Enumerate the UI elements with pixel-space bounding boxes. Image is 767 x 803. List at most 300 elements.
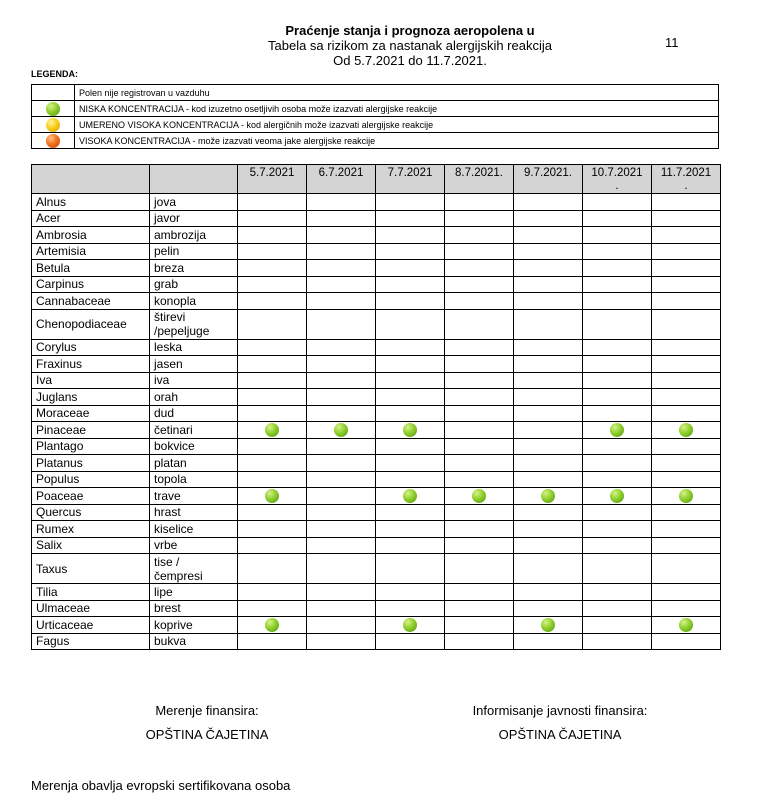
table-row <box>32 260 721 277</box>
risk-cell <box>445 617 514 634</box>
local-name-cell: topola <box>150 471 238 488</box>
table-row <box>32 293 721 310</box>
risk-cell <box>514 455 583 472</box>
risk-cell <box>376 194 445 211</box>
green-dot-icon <box>403 489 417 503</box>
table-row <box>32 309 721 339</box>
risk-cell <box>652 488 721 505</box>
risk-cell <box>238 276 307 293</box>
risk-cell <box>307 617 376 634</box>
latin-name-cell: Chenopodiaceae <box>32 309 150 339</box>
risk-cell <box>583 276 652 293</box>
risk-cell <box>307 243 376 260</box>
risk-cell <box>238 293 307 310</box>
risk-cell <box>445 227 514 244</box>
local-name-cell: bokvice <box>150 438 238 455</box>
green-dot-icon <box>472 489 486 503</box>
risk-cell <box>376 405 445 422</box>
risk-cell <box>238 488 307 505</box>
risk-cell <box>376 356 445 373</box>
risk-cell <box>307 438 376 455</box>
risk-cell <box>238 194 307 211</box>
risk-cell <box>307 405 376 422</box>
risk-cell <box>238 422 307 439</box>
header-cell-date: 8.7.2021. <box>445 165 514 194</box>
green-dot-icon <box>265 618 279 632</box>
risk-cell <box>514 243 583 260</box>
latin-name-cell: Acer <box>32 210 150 227</box>
risk-cell <box>376 309 445 339</box>
table-row <box>32 389 721 406</box>
risk-cell <box>583 521 652 538</box>
risk-cell <box>583 471 652 488</box>
risk-cell <box>376 471 445 488</box>
risk-cell <box>652 243 721 260</box>
latin-name-cell: Pinaceae <box>32 422 150 439</box>
legend-row <box>32 117 719 133</box>
financing-right-label: Informisanje javnosti finansira: <box>472 703 648 718</box>
risk-cell <box>583 194 652 211</box>
risk-cell <box>238 227 307 244</box>
risk-cell <box>514 504 583 521</box>
risk-cell <box>307 356 376 373</box>
local-name-cell: dud <box>150 405 238 422</box>
risk-cell <box>514 633 583 650</box>
local-name-cell: četinari <box>150 422 238 439</box>
risk-cell <box>307 389 376 406</box>
table-row <box>32 210 721 227</box>
risk-cell <box>376 243 445 260</box>
risk-cell <box>652 210 721 227</box>
header-cell-local <box>150 165 238 194</box>
risk-cell <box>652 537 721 554</box>
risk-cell <box>583 554 652 584</box>
financing-right-value: OPŠTINA ČAJETINA <box>498 727 622 742</box>
green-dot-icon <box>265 489 279 503</box>
local-name-cell: leska <box>150 339 238 356</box>
risk-cell <box>376 554 445 584</box>
risk-cell <box>307 455 376 472</box>
latin-name-cell: Ulmaceae <box>32 600 150 617</box>
table-row <box>32 471 721 488</box>
risk-cell <box>376 339 445 356</box>
risk-cell <box>307 537 376 554</box>
page-number: 11 <box>665 35 679 50</box>
risk-cell <box>376 617 445 634</box>
header-cell-date: 5.7.2021 <box>238 165 307 194</box>
latin-name-cell: Iva <box>32 372 150 389</box>
risk-cell <box>238 537 307 554</box>
legend-row <box>32 101 719 117</box>
risk-cell <box>652 438 721 455</box>
risk-cell <box>376 227 445 244</box>
risk-cell <box>652 633 721 650</box>
green-dot-icon <box>46 102 60 116</box>
risk-cell <box>238 504 307 521</box>
risk-cell <box>307 293 376 310</box>
local-name-cell: štirevi /pepeljuge <box>150 309 238 339</box>
risk-cell <box>238 600 307 617</box>
risk-cell <box>583 617 652 634</box>
risk-cell <box>376 521 445 538</box>
risk-cell <box>652 600 721 617</box>
green-dot-icon <box>610 423 624 437</box>
financing-left-value: OPŠTINA ČAJETINA <box>145 727 269 742</box>
date-range: Od 5.7.2021 do 11.7.2021. <box>333 53 487 68</box>
risk-cell <box>376 372 445 389</box>
risk-cell <box>445 438 514 455</box>
risk-cell <box>376 455 445 472</box>
green-dot-icon <box>403 423 417 437</box>
risk-cell <box>238 554 307 584</box>
local-name-cell: breza <box>150 260 238 277</box>
risk-cell <box>238 617 307 634</box>
risk-cell <box>445 633 514 650</box>
header-cell-date: 9.7.2021. <box>514 165 583 194</box>
table-row <box>32 504 721 521</box>
risk-cell <box>307 521 376 538</box>
risk-cell <box>583 633 652 650</box>
risk-cell <box>514 422 583 439</box>
risk-cell <box>652 455 721 472</box>
latin-name-cell: Taxus <box>32 554 150 584</box>
green-dot-icon <box>679 423 693 437</box>
document-title: Praćenje stanja i prognoza aeropolena u <box>285 23 535 38</box>
local-name-cell: trave <box>150 488 238 505</box>
table-row <box>32 194 721 211</box>
risk-cell <box>445 584 514 601</box>
risk-cell <box>583 405 652 422</box>
risk-cell <box>583 227 652 244</box>
risk-cell <box>514 227 583 244</box>
local-name-cell: konopla <box>150 293 238 310</box>
local-name-cell: javor <box>150 210 238 227</box>
risk-cell <box>583 260 652 277</box>
risk-cell <box>652 504 721 521</box>
table-row <box>32 405 721 422</box>
latin-name-cell: Urticaceae <box>32 617 150 634</box>
green-dot-icon <box>679 489 693 503</box>
latin-name-cell: Plantago <box>32 438 150 455</box>
risk-cell <box>376 389 445 406</box>
risk-cell <box>514 554 583 584</box>
header-cell-latin <box>32 165 150 194</box>
risk-cell <box>307 471 376 488</box>
risk-cell <box>445 210 514 227</box>
risk-cell <box>238 438 307 455</box>
header-cell-date: 6.7.2021 <box>307 165 376 194</box>
risk-cell <box>238 210 307 227</box>
footer-note: Merenja obavlja evropski sertifikovana osoba <box>31 778 291 793</box>
table-row <box>32 422 721 439</box>
local-name-cell: jasen <box>150 356 238 373</box>
risk-cell <box>583 210 652 227</box>
risk-cell <box>376 600 445 617</box>
document-title-block <box>220 23 600 68</box>
local-name-cell: hrast <box>150 504 238 521</box>
header-cell-date: 11.7.2021 . <box>652 165 721 194</box>
risk-cell <box>583 537 652 554</box>
risk-cell <box>445 339 514 356</box>
risk-cell <box>376 633 445 650</box>
latin-name-cell: Populus <box>32 471 150 488</box>
risk-cell <box>445 537 514 554</box>
local-name-cell: vrbe <box>150 537 238 554</box>
risk-cell <box>307 210 376 227</box>
risk-cell <box>376 584 445 601</box>
green-dot-icon <box>265 423 279 437</box>
risk-cell <box>238 243 307 260</box>
risk-cell <box>652 372 721 389</box>
table-row <box>32 227 721 244</box>
risk-cell <box>376 537 445 554</box>
risk-cell <box>652 584 721 601</box>
risk-cell <box>514 210 583 227</box>
local-name-cell: tise / čempresi <box>150 554 238 584</box>
risk-cell <box>307 584 376 601</box>
legend-table <box>31 84 719 149</box>
legend-dot-cell <box>32 85 75 101</box>
table-row <box>32 554 721 584</box>
risk-cell <box>238 405 307 422</box>
risk-cell <box>514 276 583 293</box>
local-name-cell: jova <box>150 194 238 211</box>
risk-cell <box>652 260 721 277</box>
table-row <box>32 438 721 455</box>
legend-dot-cell <box>32 133 75 149</box>
table-row <box>32 521 721 538</box>
local-name-cell: lipe <box>150 584 238 601</box>
green-dot-icon <box>541 618 555 632</box>
risk-cell <box>583 455 652 472</box>
table-row <box>32 488 721 505</box>
risk-cell <box>445 293 514 310</box>
risk-cell <box>514 584 583 601</box>
legend-text: UMERENO VISOKA KONCENTRACIJA - kod alergičnih može izazvati alergijske reakcije <box>75 117 719 133</box>
risk-cell <box>376 504 445 521</box>
latin-name-cell: Fraxinus <box>32 356 150 373</box>
document-subtitle: Tabela sa rizikom za nastanak alergijskih reakcija <box>268 38 552 53</box>
header-cell-date: 7.7.2021 <box>376 165 445 194</box>
latin-name-cell: Quercus <box>32 504 150 521</box>
risk-cell <box>514 293 583 310</box>
legend-text: VISOKA KONCENTRACIJA - može izazvati veoma jake alergijske reakcije <box>75 133 719 149</box>
table-row <box>32 455 721 472</box>
green-dot-icon <box>610 489 624 503</box>
orange-dot-icon <box>46 134 60 148</box>
risk-cell <box>583 356 652 373</box>
risk-cell <box>652 356 721 373</box>
legend-dot-cell <box>32 117 75 133</box>
green-dot-icon <box>679 618 693 632</box>
risk-cell <box>307 600 376 617</box>
table-row <box>32 356 721 373</box>
latin-name-cell: Cannabaceae <box>32 293 150 310</box>
table-row <box>32 584 721 601</box>
risk-cell <box>376 210 445 227</box>
local-name-cell: bukva <box>150 633 238 650</box>
risk-cell <box>514 405 583 422</box>
local-name-cell: platan <box>150 455 238 472</box>
risk-cell <box>445 488 514 505</box>
pollen-risk-table <box>31 164 721 650</box>
latin-name-cell: Juglans <box>32 389 150 406</box>
risk-cell <box>238 309 307 339</box>
risk-cell <box>238 521 307 538</box>
table-row <box>32 537 721 554</box>
risk-cell <box>583 488 652 505</box>
risk-cell <box>652 276 721 293</box>
legend-dot-cell <box>32 101 75 117</box>
financing-left-label: Merenje finansira: <box>155 703 259 718</box>
risk-cell <box>583 504 652 521</box>
table-header-row <box>32 165 721 194</box>
risk-cell <box>445 600 514 617</box>
green-dot-icon <box>403 618 417 632</box>
risk-cell <box>445 471 514 488</box>
risk-cell <box>652 405 721 422</box>
risk-cell <box>652 471 721 488</box>
risk-cell <box>514 521 583 538</box>
risk-cell <box>238 356 307 373</box>
table-row <box>32 633 721 650</box>
risk-cell <box>238 455 307 472</box>
risk-cell <box>238 260 307 277</box>
latin-name-cell: Betula <box>32 260 150 277</box>
table-row <box>32 600 721 617</box>
risk-cell <box>238 339 307 356</box>
risk-cell <box>445 194 514 211</box>
table-row <box>32 372 721 389</box>
risk-cell <box>238 471 307 488</box>
table-row <box>32 276 721 293</box>
latin-name-cell: Corylus <box>32 339 150 356</box>
risk-cell <box>238 389 307 406</box>
risk-cell <box>307 227 376 244</box>
table-row <box>32 617 721 634</box>
risk-cell <box>445 405 514 422</box>
risk-cell <box>445 554 514 584</box>
risk-cell <box>514 471 583 488</box>
risk-cell <box>583 422 652 439</box>
risk-cell <box>583 600 652 617</box>
latin-name-cell: Platanus <box>32 455 150 472</box>
risk-cell <box>652 389 721 406</box>
risk-cell <box>307 488 376 505</box>
risk-cell <box>652 422 721 439</box>
risk-cell <box>376 276 445 293</box>
green-dot-icon <box>334 423 348 437</box>
risk-cell <box>376 293 445 310</box>
risk-cell <box>514 600 583 617</box>
legend-row <box>32 85 719 101</box>
legend-text: Polen nije registrovan u vazduhu <box>75 85 719 101</box>
risk-cell <box>307 422 376 439</box>
risk-cell <box>445 422 514 439</box>
risk-cell <box>307 194 376 211</box>
risk-cell <box>514 356 583 373</box>
risk-cell <box>307 276 376 293</box>
risk-cell <box>238 633 307 650</box>
local-name-cell: brest <box>150 600 238 617</box>
risk-cell <box>307 260 376 277</box>
latin-name-cell: Carpinus <box>32 276 150 293</box>
risk-cell <box>514 194 583 211</box>
latin-name-cell: Ambrosia <box>32 227 150 244</box>
table-row <box>32 243 721 260</box>
risk-cell <box>583 372 652 389</box>
risk-cell <box>307 554 376 584</box>
risk-cell <box>376 438 445 455</box>
risk-cell <box>583 309 652 339</box>
risk-cell <box>652 227 721 244</box>
latin-name-cell: Fagus <box>32 633 150 650</box>
risk-cell <box>445 276 514 293</box>
local-name-cell: kiselice <box>150 521 238 538</box>
risk-cell <box>583 339 652 356</box>
risk-cell <box>514 488 583 505</box>
risk-cell <box>514 309 583 339</box>
risk-cell <box>376 422 445 439</box>
local-name-cell: koprive <box>150 617 238 634</box>
latin-name-cell: Poaceae <box>32 488 150 505</box>
local-name-cell: grab <box>150 276 238 293</box>
legend-text: NISKA KONCENTRACIJA - kod izuzetno osetljivih osoba može izazvati alergijske reakcije <box>75 101 719 117</box>
risk-cell <box>445 356 514 373</box>
yellow-dot-icon <box>46 118 60 132</box>
local-name-cell: ambrozija <box>150 227 238 244</box>
latin-name-cell: Artemisia <box>32 243 150 260</box>
risk-cell <box>583 584 652 601</box>
risk-cell <box>307 339 376 356</box>
risk-cell <box>238 584 307 601</box>
table-row <box>32 339 721 356</box>
risk-cell <box>652 339 721 356</box>
risk-cell <box>445 521 514 538</box>
risk-cell <box>652 293 721 310</box>
risk-cell <box>652 194 721 211</box>
risk-cell <box>514 339 583 356</box>
latin-name-cell: Salix <box>32 537 150 554</box>
local-name-cell: orah <box>150 389 238 406</box>
risk-cell <box>583 243 652 260</box>
risk-cell <box>583 438 652 455</box>
risk-cell <box>445 260 514 277</box>
risk-cell <box>238 372 307 389</box>
risk-cell <box>652 309 721 339</box>
risk-cell <box>376 488 445 505</box>
header-cell-date: 10.7.2021 . <box>583 165 652 194</box>
risk-cell <box>514 438 583 455</box>
risk-cell <box>445 309 514 339</box>
risk-cell <box>445 455 514 472</box>
local-name-cell: pelin <box>150 243 238 260</box>
risk-cell <box>652 521 721 538</box>
risk-cell <box>514 537 583 554</box>
risk-cell <box>307 309 376 339</box>
risk-cell <box>652 617 721 634</box>
risk-cell <box>583 293 652 310</box>
risk-cell <box>307 372 376 389</box>
latin-name-cell: Tilia <box>32 584 150 601</box>
risk-cell <box>514 372 583 389</box>
latin-name-cell: Rumex <box>32 521 150 538</box>
risk-cell <box>445 372 514 389</box>
risk-cell <box>583 389 652 406</box>
legend-heading: LEGENDA: <box>31 69 78 79</box>
risk-cell <box>445 243 514 260</box>
latin-name-cell: Moraceae <box>32 405 150 422</box>
